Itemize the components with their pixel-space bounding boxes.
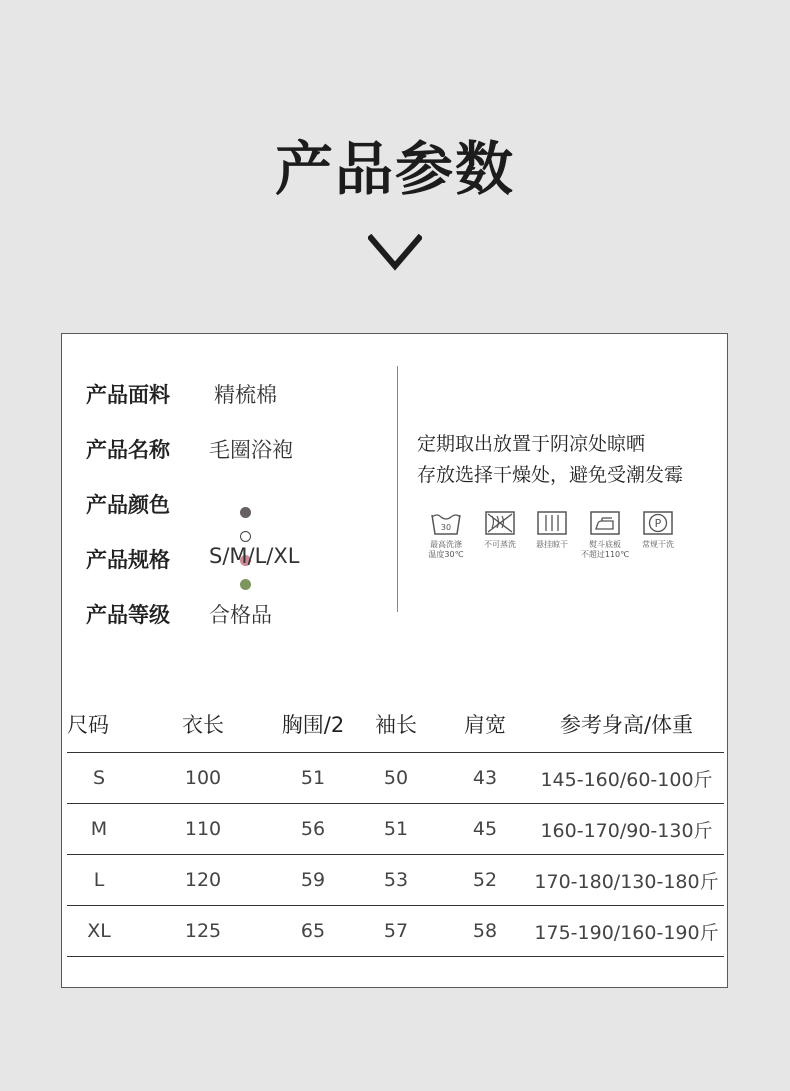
spec-label: 产品等级 (86, 603, 170, 627)
table-row (67, 753, 724, 804)
table-row (67, 906, 724, 957)
table-row (67, 804, 724, 855)
spec-label: 产品规格 (86, 548, 170, 572)
sleeve-cell: 53 (351, 855, 441, 906)
shoulder-cell: 58 (441, 906, 529, 957)
spec-value: 合格品 (209, 603, 272, 627)
sleeve-cell: 57 (351, 906, 441, 957)
color-swatch-white (240, 531, 251, 542)
care-item-no-steam (470, 509, 530, 550)
column-header: 胸围/2 (281, 713, 345, 737)
care-icons (430, 509, 720, 569)
column-header: 袖长 (375, 713, 417, 737)
spec-value: 精梳棉 (214, 383, 277, 407)
spec-value: 毛圈浴袍 (209, 438, 293, 462)
chevron-down-icon (368, 234, 422, 272)
size-cell: S (67, 753, 131, 804)
size-table (67, 696, 724, 957)
care-item-dry-clean (628, 509, 688, 550)
hang-dry-icon (535, 509, 569, 537)
care-item-wash (416, 509, 476, 560)
length-cell: 125 (131, 906, 275, 957)
wash-temp: 30 (440, 523, 452, 532)
no-steam-icon (483, 509, 517, 537)
spec-label: 产品面料 (86, 383, 170, 407)
height-weight-cell: 175-190/160-190斤 (529, 906, 724, 957)
iron-icon (588, 509, 622, 537)
column-header: 肩宽 (464, 713, 506, 737)
care-text-line-1: 定期取出放置于阴凉处晾晒 (417, 433, 646, 455)
chest-cell: 56 (275, 804, 351, 855)
dry-clean-letter: P (654, 517, 662, 530)
chest-cell: 65 (275, 906, 351, 957)
spec-value: S/M/L/XL (209, 544, 300, 568)
table-row (67, 855, 724, 906)
color-swatch-green (240, 579, 251, 590)
spec-label: 产品名称 (86, 438, 170, 462)
divider (397, 366, 398, 612)
care-label: 最高洗涤 温度30℃ (428, 540, 464, 559)
height-weight-cell: 145-160/60-100斤 (529, 753, 724, 804)
wash-30-icon (429, 509, 463, 537)
length-cell: 120 (131, 855, 275, 906)
length-cell: 100 (131, 753, 275, 804)
color-swatch-gray (240, 507, 251, 518)
column-header: 参考身高/体重 (559, 713, 694, 737)
shoulder-cell: 52 (441, 855, 529, 906)
product-info-card (61, 333, 728, 988)
care-label: 悬挂晾干 (536, 540, 568, 549)
height-weight-cell: 160-170/90-130斤 (529, 804, 724, 855)
size-cell: XL (67, 906, 131, 957)
sleeve-cell: 51 (351, 804, 441, 855)
size-cell: M (67, 804, 131, 855)
height-weight-cell: 170-180/130-180斤 (529, 855, 724, 906)
dry-clean-p-icon (641, 509, 675, 537)
column-header: 衣长 (182, 713, 224, 737)
table-header-row (67, 696, 724, 753)
page-title: 产品参数 (274, 135, 515, 203)
care-label: 不可蒸洗 (484, 540, 516, 549)
care-item-iron (575, 509, 635, 560)
care-label: 常规干洗 (642, 540, 674, 549)
chest-cell: 59 (275, 855, 351, 906)
chest-cell: 51 (275, 753, 351, 804)
shoulder-cell: 45 (441, 804, 529, 855)
size-cell: L (67, 855, 131, 906)
care-label: 熨斗底板 不超过110℃ (580, 540, 630, 559)
care-text-line-2: 存放选择干燥处，避免受潮发霉 (417, 464, 684, 486)
sleeve-cell: 50 (351, 753, 441, 804)
column-header: 尺码 (67, 713, 109, 737)
spec-label: 产品颜色 (86, 493, 170, 517)
shoulder-cell: 43 (441, 753, 529, 804)
length-cell: 110 (131, 804, 275, 855)
care-item-hang-dry (522, 509, 582, 550)
